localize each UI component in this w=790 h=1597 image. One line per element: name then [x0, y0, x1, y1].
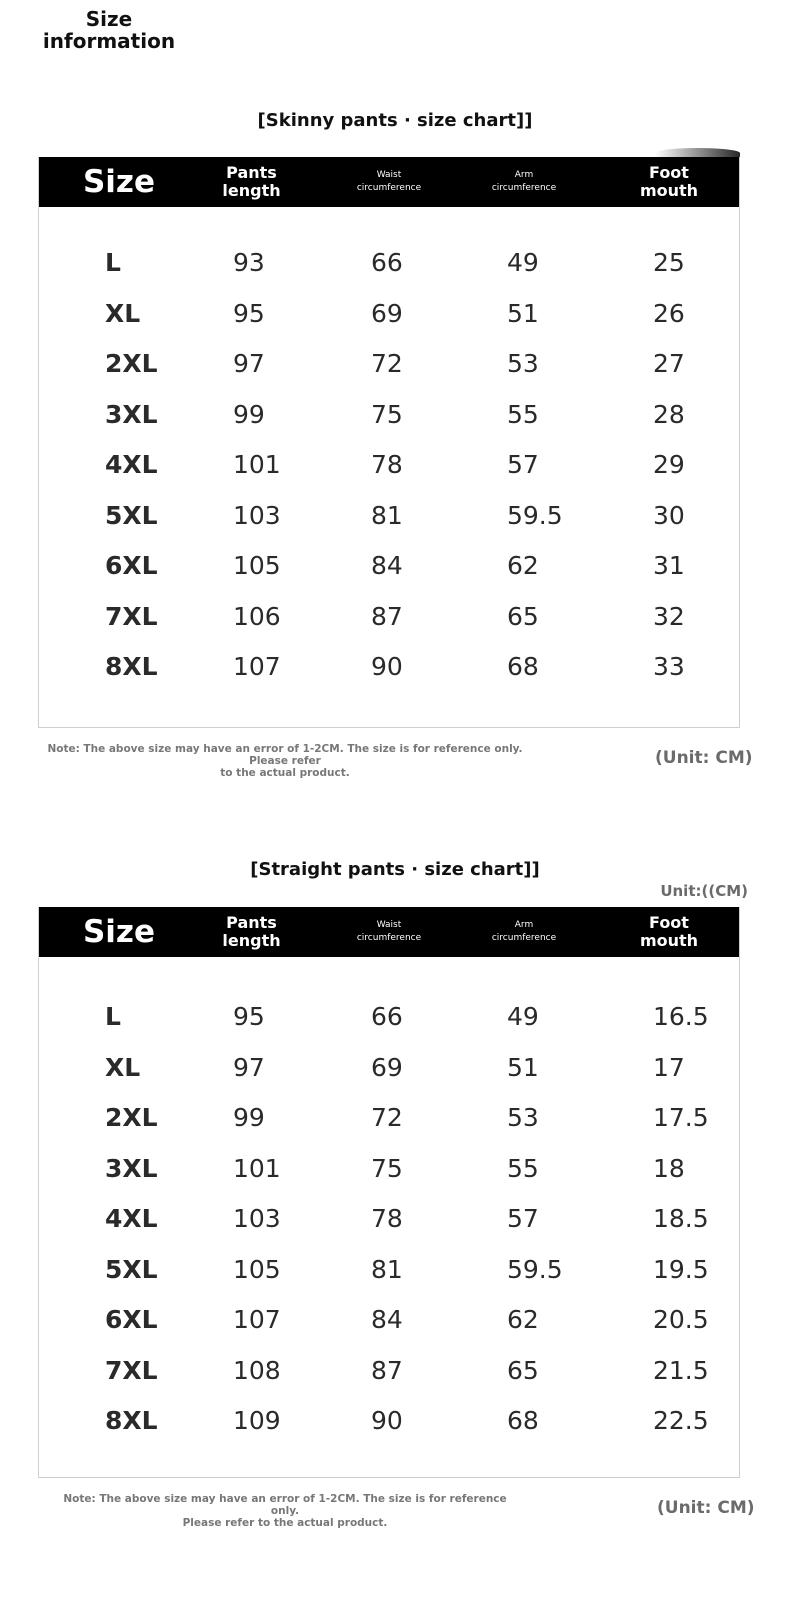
cell-arm: 55 [507, 399, 539, 429]
cell-size: 2XL [105, 349, 158, 378]
header-waist: Waist circumference [356, 170, 422, 193]
cell-pants-length: 99 [233, 399, 265, 429]
cell-arm: 53 [507, 1103, 539, 1132]
table-header [39, 157, 739, 207]
cell-pants-length: 105 [233, 551, 281, 580]
table-row [39, 541, 739, 592]
cell-waist: 90 [371, 652, 403, 681]
cell-size: L [105, 1002, 121, 1031]
table-body [39, 238, 739, 693]
cell-pants-length: 107 [233, 652, 281, 681]
note-text: Note: The above size may have an error of 1-2CM. The size is for reference only. Please refer to the actual product. [63, 1493, 507, 1529]
cell-foot-mouth: 31 [653, 551, 685, 580]
cell-size: 8XL [105, 652, 158, 681]
cell-arm: 62 [507, 551, 539, 580]
cell-foot-mouth: 27 [653, 349, 685, 378]
cell-waist: 75 [371, 399, 403, 429]
cell-arm: 53 [507, 349, 539, 378]
straight-unit: (Unit: CM) [657, 1498, 755, 1518]
cell-foot-mouth: 22.5 [653, 1406, 709, 1435]
cell-size: 2XL [105, 1103, 158, 1132]
cell-size: 5XL [105, 1254, 158, 1284]
table-row [39, 642, 739, 693]
cell-size: 3XL [105, 1153, 158, 1183]
cell-foot-mouth: 16.5 [653, 1002, 709, 1031]
cell-waist: 87 [371, 1355, 403, 1385]
cell-foot-mouth: 30 [653, 500, 685, 530]
cell-waist: 84 [371, 551, 403, 580]
cell-waist: 72 [371, 1103, 403, 1132]
cell-waist: 69 [371, 1052, 403, 1082]
table-row [39, 1396, 739, 1447]
table-row [39, 1093, 739, 1144]
cell-foot-mouth: 18.5 [653, 1204, 709, 1233]
header-foot-mouth: Foot mouth [639, 163, 699, 200]
cell-waist: 78 [371, 1204, 403, 1233]
cell-size: XL [105, 1052, 141, 1082]
straight-unit-top: Unit:((CM) [660, 882, 748, 900]
table-row [39, 289, 739, 340]
cell-waist: 75 [371, 1153, 403, 1183]
table-row [39, 1295, 739, 1346]
cell-pants-length: 101 [233, 450, 281, 479]
page-title: Size information [42, 7, 176, 53]
table-body [39, 992, 739, 1447]
cell-pants-length: 108 [233, 1355, 281, 1385]
cell-size: 3XL [105, 399, 158, 429]
cell-arm: 62 [507, 1305, 539, 1334]
header-pants-length: Pants length [222, 163, 281, 200]
straight-chart-title: [Straight pants · size chart]] [250, 859, 540, 880]
cell-size: 4XL [105, 450, 158, 479]
cell-foot-mouth: 17 [653, 1052, 685, 1082]
cell-arm: 68 [507, 1406, 539, 1435]
cell-foot-mouth: 18 [653, 1153, 685, 1183]
cell-size: XL [105, 298, 141, 328]
cell-arm: 59.5 [507, 1254, 563, 1284]
table-row [39, 390, 739, 441]
cell-foot-mouth: 33 [653, 652, 685, 681]
cell-pants-length: 95 [233, 298, 265, 328]
cell-arm: 68 [507, 652, 539, 681]
header-pants-length: Pants length [222, 913, 281, 950]
table-row [39, 238, 739, 289]
table-row [39, 491, 739, 542]
table-row [39, 592, 739, 643]
cell-size: 6XL [105, 551, 158, 580]
cell-size: 7XL [105, 601, 158, 631]
cell-waist: 78 [371, 450, 403, 479]
cell-arm: 57 [507, 1204, 539, 1233]
cell-pants-length: 101 [233, 1153, 281, 1183]
skinny-size-table [38, 157, 740, 728]
header-waist: Waist circumference [356, 920, 422, 943]
cell-pants-length: 107 [233, 1305, 281, 1334]
header-size: Size [82, 914, 156, 950]
cell-arm: 49 [507, 1002, 539, 1031]
cell-size: 4XL [105, 1204, 158, 1233]
cell-size: 6XL [105, 1305, 158, 1334]
cell-pants-length: 97 [233, 349, 265, 378]
cell-arm: 55 [507, 1153, 539, 1183]
cell-pants-length: 103 [233, 1204, 281, 1233]
skinny-chart-title: [Skinny pants · size chart]] [257, 110, 533, 131]
cell-foot-mouth: 28 [653, 399, 685, 429]
header-arm: Arm circumference [491, 170, 557, 193]
table-row [39, 1144, 739, 1195]
table-row [39, 440, 739, 491]
straight-size-table [38, 907, 740, 1478]
cell-size: L [105, 248, 121, 277]
header-size: Size [82, 164, 156, 200]
cell-pants-length: 99 [233, 1103, 265, 1132]
skinny-unit: (Unit: CM) [655, 748, 753, 768]
cell-arm: 57 [507, 450, 539, 479]
cell-arm: 49 [507, 248, 539, 277]
cell-waist: 81 [371, 500, 403, 530]
skinny-note [40, 743, 530, 779]
cell-waist: 81 [371, 1254, 403, 1284]
cell-waist: 69 [371, 298, 403, 328]
cell-waist: 84 [371, 1305, 403, 1334]
header-arm: Arm circumference [491, 920, 557, 943]
cell-arm: 65 [507, 1355, 539, 1385]
table-row [39, 992, 739, 1043]
cell-waist: 72 [371, 349, 403, 378]
cell-foot-mouth: 21.5 [653, 1355, 709, 1385]
cell-foot-mouth: 20.5 [653, 1305, 709, 1334]
cell-foot-mouth: 32 [653, 601, 685, 631]
cell-pants-length: 97 [233, 1052, 265, 1082]
cell-arm: 51 [507, 1052, 539, 1082]
cell-foot-mouth: 25 [653, 248, 685, 277]
note-text: Note: The above size may have an error of 1-2CM. The size is for reference only. Please refer to the actual product. [47, 743, 523, 779]
cell-waist: 87 [371, 601, 403, 631]
table-row [39, 1346, 739, 1397]
table-row [39, 1245, 739, 1296]
cell-size: 7XL [105, 1355, 158, 1385]
cell-arm: 51 [507, 298, 539, 328]
cell-pants-length: 106 [233, 601, 281, 631]
cell-size: 5XL [105, 500, 158, 530]
cell-arm: 65 [507, 601, 539, 631]
header-foot-mouth: Foot mouth [639, 913, 699, 950]
cell-waist: 90 [371, 1406, 403, 1435]
cell-foot-mouth: 29 [653, 450, 685, 479]
cell-foot-mouth: 26 [653, 298, 685, 328]
cell-waist: 66 [371, 248, 403, 277]
cell-pants-length: 109 [233, 1406, 281, 1435]
cell-pants-length: 95 [233, 1002, 265, 1031]
cell-size: 8XL [105, 1406, 158, 1435]
cell-pants-length: 105 [233, 1254, 281, 1284]
table-row [39, 339, 739, 390]
cell-foot-mouth: 19.5 [653, 1254, 709, 1284]
table-row [39, 1043, 739, 1094]
cell-pants-length: 93 [233, 248, 265, 277]
straight-note [50, 1493, 520, 1529]
cell-arm: 59.5 [507, 500, 563, 530]
cell-foot-mouth: 17.5 [653, 1103, 709, 1132]
cell-waist: 66 [371, 1002, 403, 1031]
table-header [39, 907, 739, 957]
cell-pants-length: 103 [233, 500, 281, 530]
table-row [39, 1194, 739, 1245]
